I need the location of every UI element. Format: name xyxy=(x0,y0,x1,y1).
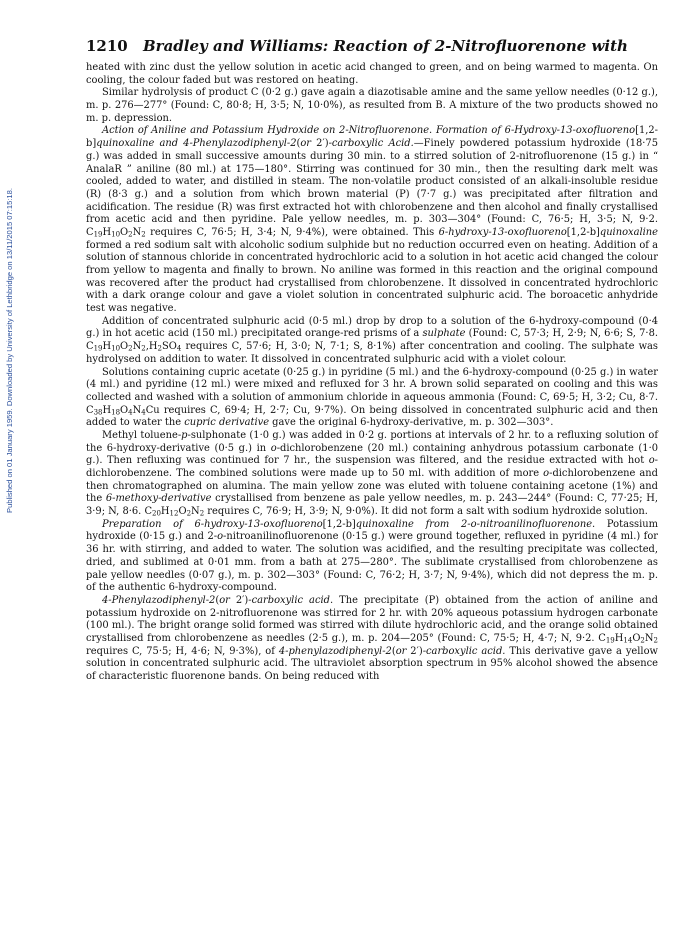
paragraph-preparation: Preparation of 6-hydroxy-13-oxofluoreno[1,2-b]quinoxaline from 2-o-nitroanilinofluorenone. Potassium hydroxide (0·15 g.) and 2-o-nitroanilinofluorenone (0·15 g.) were ground together, refluxed in pyridine (4 ml.) for 36 hr. with stirring, and added to water. The solution was acidified, and the resulting precipitate was collected, dried, and sublimed at 0·01 mm. from a bath at 275—280°. The sublimate crystallised from chlorobenzene as pale yellow needles (0·07 g.), m. p. 302—303° (Found: C, 76·2; H, 3·7; N, 9·4%), which did not depress the m. p. of the authentic 6-hydroxy-compound. xyxy=(86,518,658,594)
paragraph-hydrolysis-c: Similar hydrolysis of product C (0·2 g.) gave again a diazotisable amine and the same yellow needles (0·12 g.), m. p. 276—277° (Found: C, 80·8; H, 3·5; N, 10·0%), as resulted from B. A mixture of the two products showed no m. p. depression. xyxy=(86,87,658,124)
paragraph-sulphate: Addition of concentrated sulphuric acid (0·5 ml.) drop by drop to a solution of the 6-hydroxy-compound (0·4 g.) in hot acetic acid (150 ml.) precipitated orange-red prisms of a sulphate (Found: C, 57·3; H, 2·9; N, 6·6; S, 7·8. $C_{19}H_{10}O_2N_2,H_2SO_4$ requires C, 57·6; H, 3·0; N, 7·1; S, 8·1%) after concentration and cooling. The sulphate was hydrolysed on addition to water. It dissolved in concentrated sulphuric acid with a violet colour. xyxy=(86,315,658,365)
download-watermark xyxy=(2,130,16,570)
running-header xyxy=(86,37,646,55)
running-title: Bradley and Williams: Reaction of 2-Nitrofluorenone with xyxy=(142,37,628,55)
paragraph-cupric-derivative: Solutions containing cupric acetate (0·25 g.) in pyridine (5 ml.) and the 6-hydroxy-compound (0·25 g.) in water (4 ml.) and pyridine (12 ml.) were mixed and refluxed for 3 hr. A brown solid separated on cooling and this was collected and washed with a solution of ammonium chloride in aqueous ammonia (Found: C, 69·5; H, 3·2; Cu, 8·7. $C_{38}H_{18}O_4N_4Cu$ requires C, 69·4; H, 2·7; Cu, 9·7%). On being dissolved in concentrated sulphuric acid and then added to water the cupric derivative gave the original 6-hydroxy-derivative, m. p. 302—303°. xyxy=(86,366,658,429)
paragraph-continuation: heated with zinc dust the yellow solution in acetic acid changed to green, and on being warmed to magenta. On cooling, the colour faded but was restored on heating. xyxy=(86,62,658,86)
download-notice: Published on 01 January 1959. Downloaded by University of Lethbridge on 13/11/2015 07:15:18. xyxy=(4,187,14,513)
article-body xyxy=(86,62,658,684)
paragraph-methoxy-derivative: Methyl toluene-p-sulphonate (1·0 g.) was added in 0·2 g. portions at intervals of 2 hr. to a refluxing solution of the 6-hydroxy-derivative (0·5 g.) in o-dichlorobenzene (20 ml.) containing anhydrous potassium carbonate (1·0 g.). Then refluxing was continued for 7 hr., the suspension was filtered, and the residue extracted with hot o-dichlorobenzene. The combined solutions were made up to 50 ml. with addition of more o-dichlorobenzene and then chromatographed on alumina. The main yellow zone was eluted with toluene containing acetone (1%) and the 6-methoxy-derivative crystallised from benzene as pale yellow needles, m. p. 243—244° (Found: C, 77·25; H, 3·9; N, 8·6. $C_{20}H_{12}O_2N_2$ requires C, 76·9; H, 3·9; N, 9·0%). It did not form a salt with sodium hydroxide solution. xyxy=(86,429,659,518)
page-number: 1210 xyxy=(86,37,128,55)
paragraph-phenylazo-acid: 4-Phenylazodiphenyl-2(or 2′)-carboxylic acid. The precipitate (P) obtained from the action of aniline and potassium hydroxide on 2-nitrofluorenone was stirred for 2 hr. with 20% aqueous potassium hydrogen carbonate (100 ml.). The bright orange solid formed was stirred with dilute hydrochloric acid, and the orange solid obtained crystallised from chlorobenzene as needles (2·5 g.), m. p. 204—205° (Found: C, 75·5; H, 4·7; N, 9·2. $C_{19}H_{14}O_2N_2$ requires C, 75·5; H, 4·6; N, 9·3%), of 4-phenylazodiphenyl-2(or 2′)-carboxylic acid. This derivative gave a yellow solution in concentrated sulphuric acid. The ultraviolet absorption spectrum in 95% alcohol showed the absence of characteristic fluorenone bands. On being reduced with xyxy=(86,594,658,682)
paragraph-aniline-action: Action of Aniline and Potassium Hydroxide on 2-Nitrofluorenone. Formation of 6-Hydroxy-13-oxofluoreno[1,2-b]quinoxaline and 4-Phenylazodiphenyl-2(or 2′)-carboxylic Acid.—Finely powdered potassium hydroxide (18·75 g.) was added in small successive amounts during 30 min. to a stirred solution of 2-nitrofluorenone (15 g.) in “ AnalaR ” aniline (80 ml.) at 175—180°. Stirring was continued for 30 min., then the resulting dark melt was cooled, added to water, and distilled in steam. The non-volatile product consisted of an alkali-insoluble residue (R) (8·3 g.) and a solution from which brown material (P) (7·7 g.) was precipitated after filtration and acidification. The residue (R) was first extracted hot with chlorobenzene and then alcohol and finally crystallised from acetic acid and then pyridine. Pale yellow needles, m. p. 303—304° (Found: C, 76·5; H, 3·5; N, 9·2. $C_{19}H_{10}O_2N_2$ requires C, 76·5; H, 3·4; N, 9·4%), were obtained. This 6-hydroxy-13-oxofluoreno[1,2-b]quinoxaline formed a red sodium salt with alcoholic sodium sulphide but no reduction occurred even on heating. Addition of a solution of stannous chloride in concentrated hydrochloric acid to a solution in hot acetic acid changed the colour from yellow to magenta and finally to brown. No aniline was formed in this reaction and the original compound was recovered after the product had crystallised from chlorobenzene. It dissolved in concentrated hydrochloric with a dark orange colour and gave a violet solution in concentrated sulphuric acid. The boroacetic anhydride test was negative. xyxy=(86,125,658,315)
